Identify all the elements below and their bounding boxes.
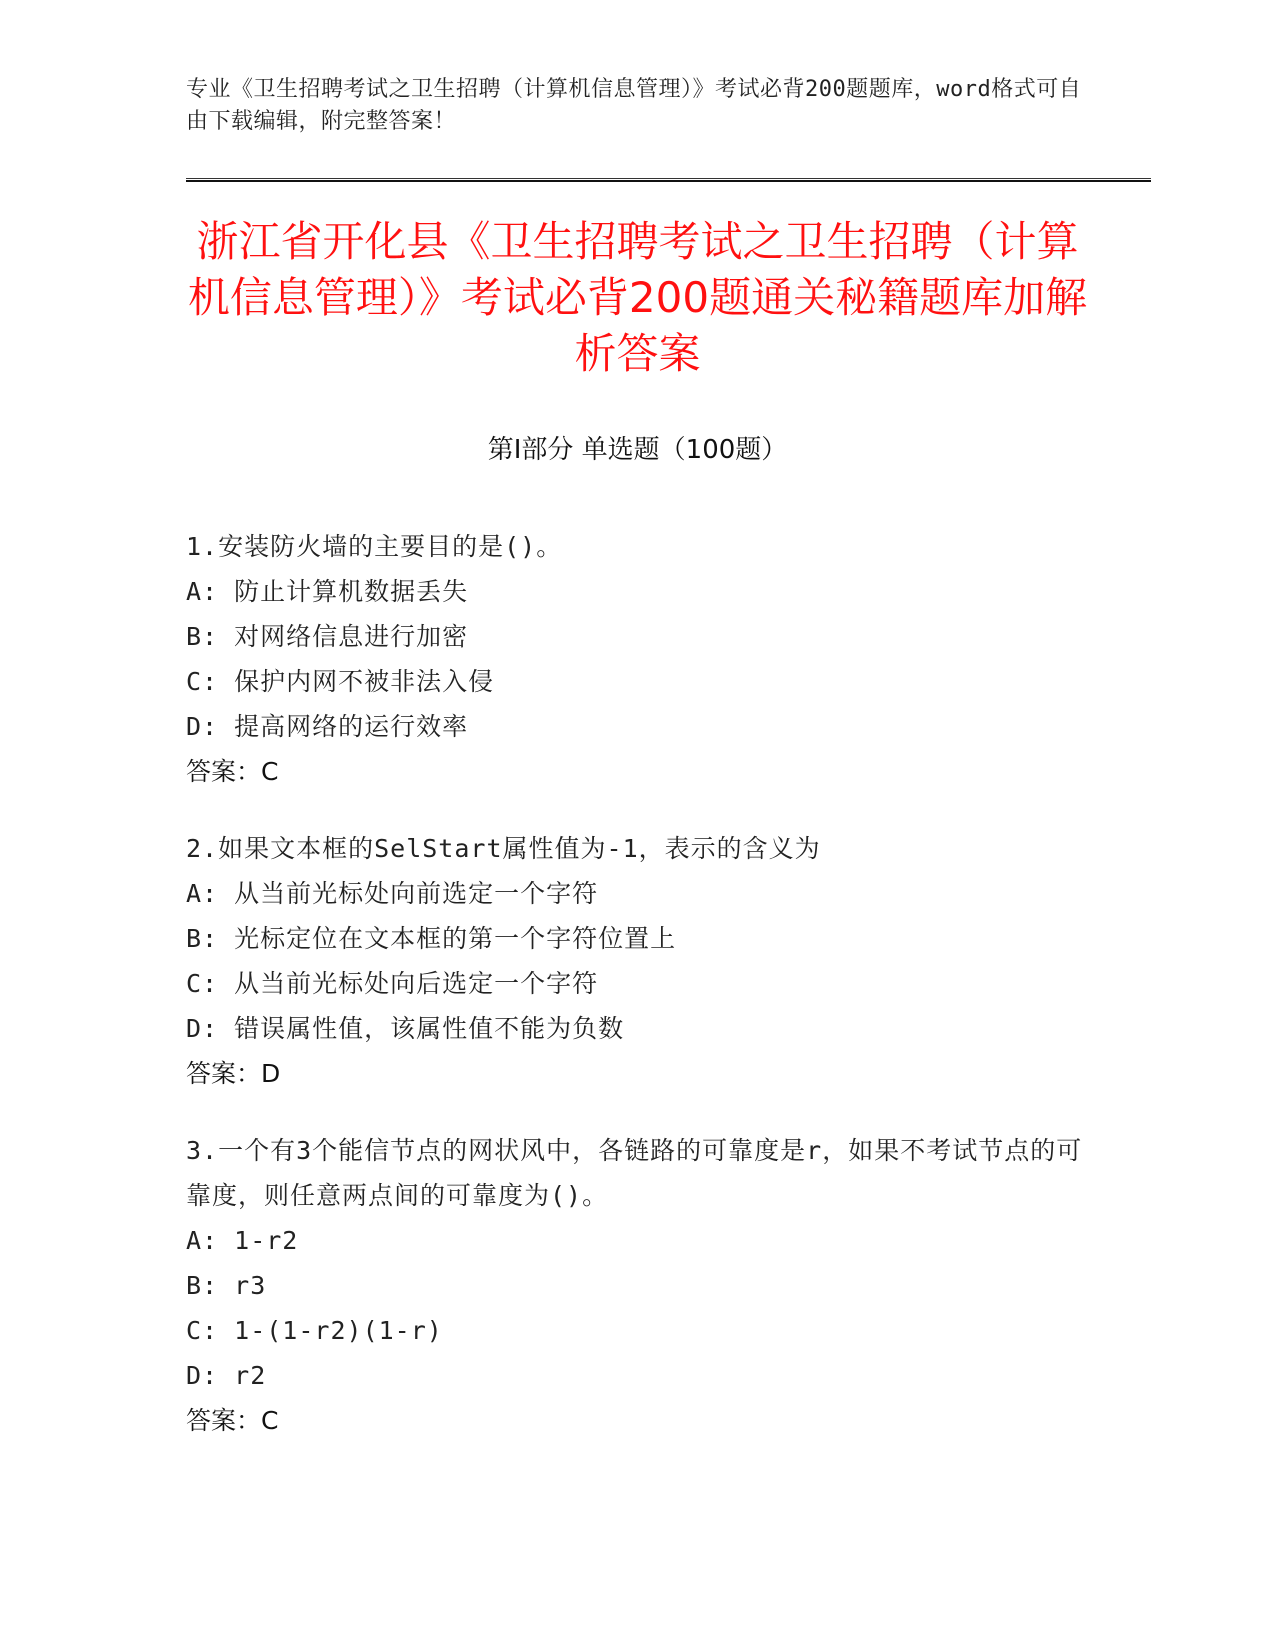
question-2	[186, 826, 1086, 1096]
section-title: 第Ⅰ部分 单选题（100题）	[487, 435, 788, 465]
header-note: 专业《卫生招聘考试之卫生招聘（计算机信息管理）》考试必背200题题库，word格式可自由下载编辑，附完整答案！	[186, 77, 1082, 134]
question-1	[186, 524, 1086, 794]
option-d: D: 错误属性值，该属性值不能为负数	[186, 1014, 625, 1043]
answer: 答案：C	[186, 757, 279, 786]
option-b: B: 对网络信息进行加密	[186, 622, 469, 651]
question-list	[186, 524, 1086, 1475]
option-a: A: 防止计算机数据丢失	[186, 577, 469, 606]
document-title: 浙江省开化县《卫生招聘考试之卫生招聘（计算机信息管理）》考试必背200题通关秘籍题库加解析答案	[187, 217, 1088, 378]
question-stem: 2.如果文本框的SelStart属性值为-1，表示的含义为	[186, 834, 821, 863]
option-d: D: 提高网络的运行效率	[186, 712, 469, 741]
option-c: C: 1-(1-r2)(1-r)	[186, 1316, 443, 1345]
header-divider	[186, 178, 1151, 182]
option-a: A: 1-r2	[186, 1226, 299, 1255]
question-stem: 1.安装防火墙的主要目的是()。	[186, 532, 563, 561]
question-3	[186, 1128, 1086, 1443]
option-b: B: 光标定位在文本框的第一个字符位置上	[186, 924, 677, 953]
answer: 答案：C	[186, 1406, 279, 1435]
option-a: A: 从当前光标处向前选定一个字符	[186, 879, 599, 908]
answer: 答案：D	[186, 1059, 281, 1088]
option-c: C: 从当前光标处向后选定一个字符	[186, 969, 599, 998]
question-stem: 3.一个有3个能信节点的网状风中，各链路的可靠度是r，如果不考试节点的可靠度，则任意两点间的可靠度为()。	[186, 1136, 1083, 1210]
option-d: D: r2	[186, 1361, 267, 1390]
option-c: C: 保护内网不被非法入侵	[186, 667, 495, 696]
option-b: B: r3	[186, 1271, 267, 1300]
